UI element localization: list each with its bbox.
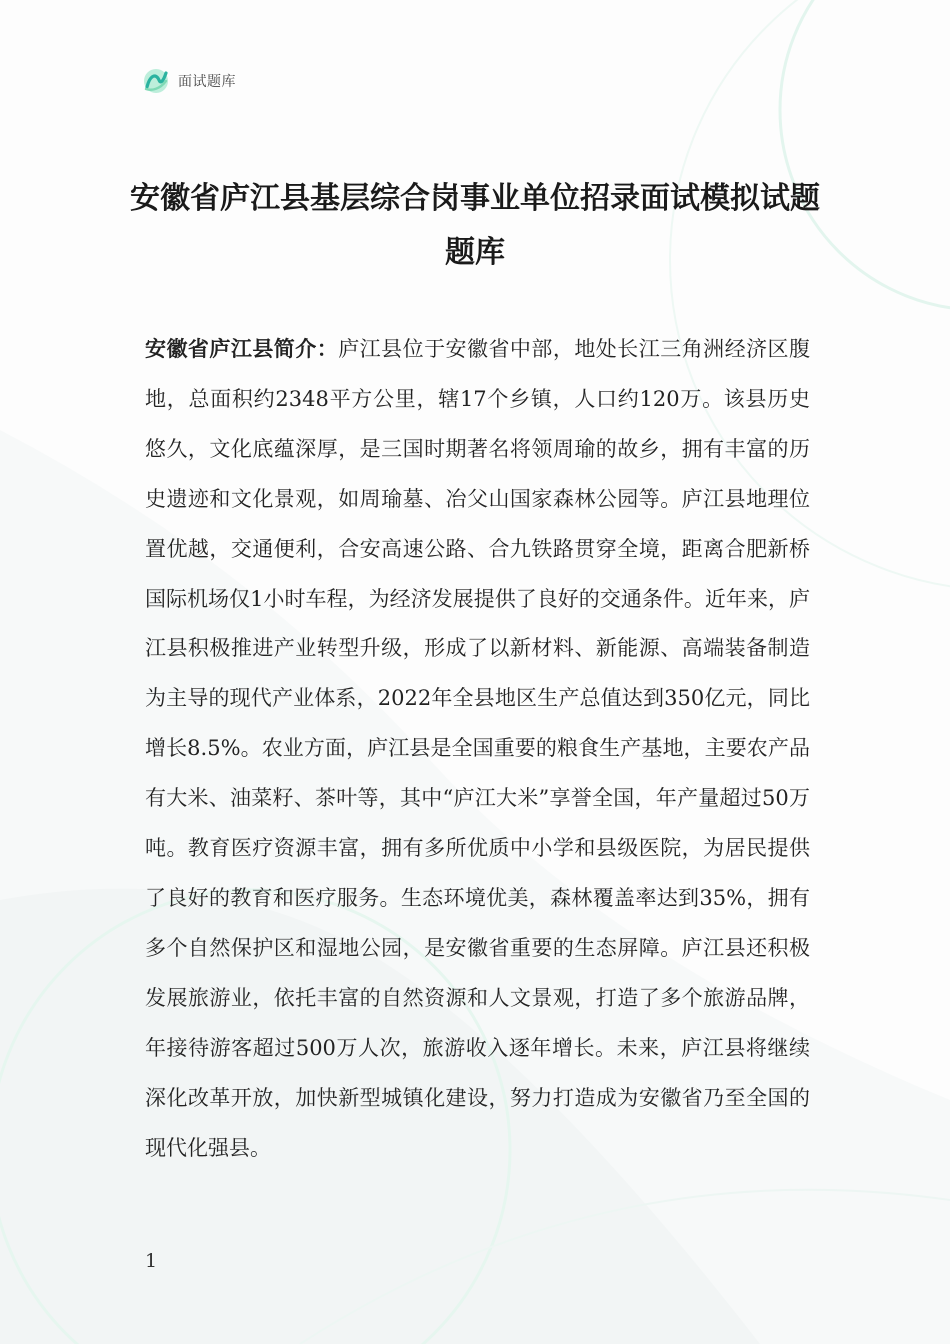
intro-text: 庐江县位于安徽省中部，地处长江三角洲经济区腹地，总面积约2348平方公里，辖17个乡镇，人口约120万。该县历史悠久，文化底蕴深厚，是三国时期著名将领周瑜的故乡，拥有丰富的历史遗迹和文化景观，如周瑜墓、冶父山国家森林公园等。庐江县地理位置优越，交通便利，合安高速公路、合九铁路贯穿全境，距离合肥新桥国际机场仅1小时车程，为经济发展提供了良好的交通条件。近年来，庐江县积极推进产业转型升级，形成了以新材料、新能源、高端装备制造为主导的现代产业体系，2022年全县地区生产总值达到350亿元，同比增长8.5%。农业方面，庐江县是全国重要的粮食生产基地，主要农产品有大米、油菜籽、茶叶等，其中“庐江大米”享誉全国，年产量超过50万吨。教育医疗资源丰富，拥有多所优质中小学和县级医院，为居民提供了良好的教育和医疗服务。生态环境优美，森林覆盖率达到35%，拥有多个自然保护区和湿地公园，是安徽省重要的生态屏障。庐江县还积极发展旅游业，依托丰富的自然资源和人文景观，打造了多个旅游品牌，年接待游客超过500万人次，旅游收入逐年增长。未来，庐江县将继续深化改革开放，加快新型城镇化建设，努力打造成为安徽省乃至全国的现代化强县。	[145, 337, 811, 1160]
brand-leaf-icon	[142, 67, 170, 95]
brand-logo	[142, 67, 236, 95]
document-title: 安徽省庐江县基层综合岗事业单位招录面试模拟试题题库	[130, 181, 820, 270]
intro-label: 安徽省庐江县简介：	[145, 337, 339, 361]
intro-paragraph	[145, 325, 810, 1173]
brand-logo-text: 面试题库	[178, 74, 236, 90]
page-number: 1	[145, 1250, 158, 1272]
